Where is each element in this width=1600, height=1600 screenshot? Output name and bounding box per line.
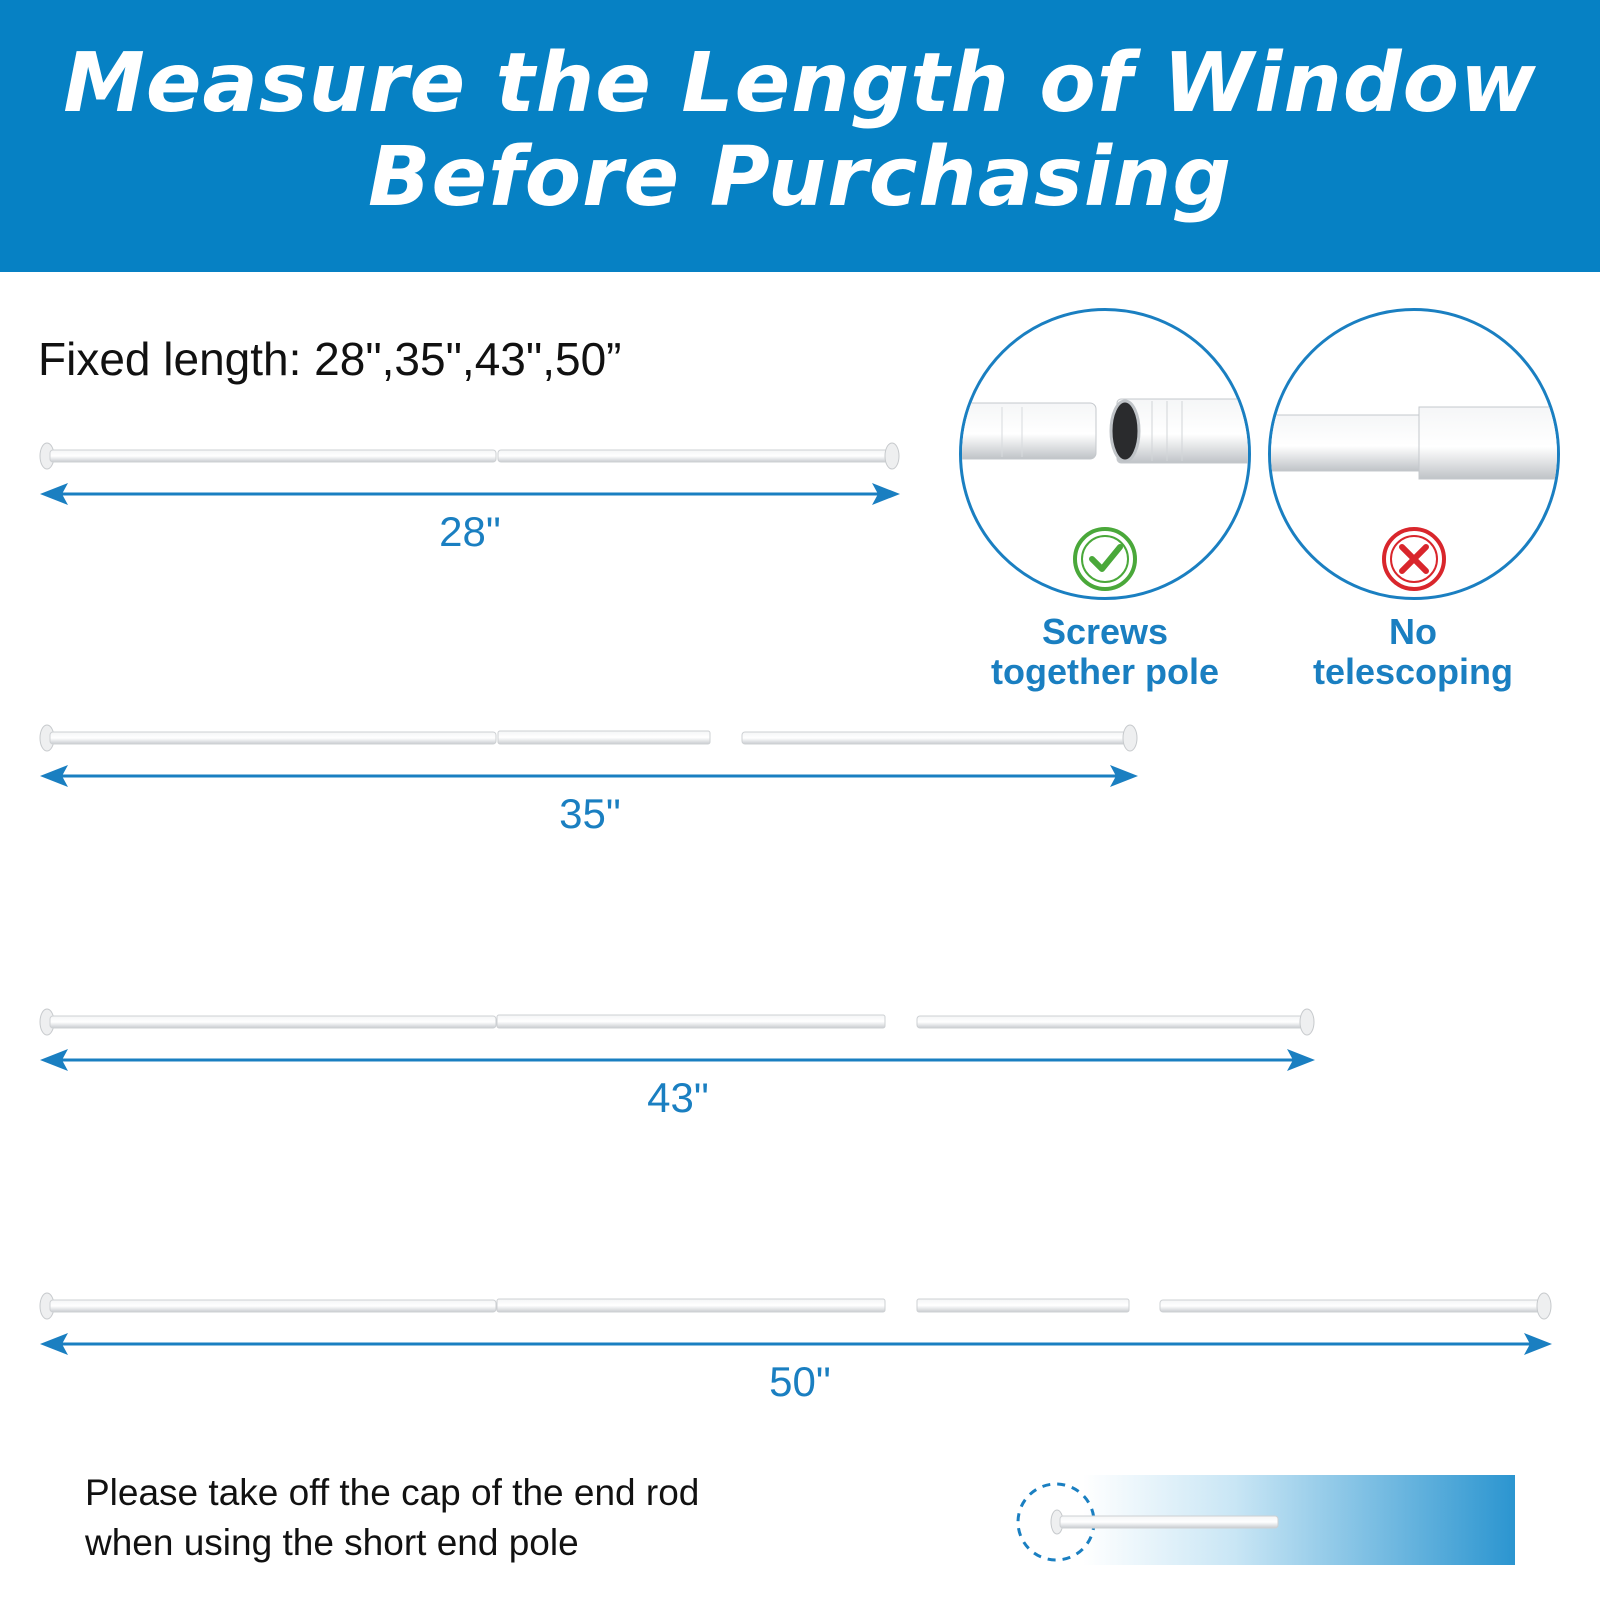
rod-43-label: 43" [647,1074,709,1121]
fixed-length-subtitle: Fixed length: 28",35",43",50” [38,333,622,385]
dimension-arrow [40,765,1138,787]
screw-joint-image [962,311,1248,597]
note-line-2: when using the short end pole [85,1522,579,1563]
note-line-1: Please take off the cap of the end rod [85,1472,700,1513]
rod-35-label: 35" [559,790,621,837]
no-telescoping-line-1: No [1389,611,1437,652]
rod-28-label: 28" [439,508,501,555]
no-telescoping-text [1268,612,1558,692]
rod-segments [40,1293,1551,1319]
screws-line-1: Screws [1041,611,1169,652]
header-banner [0,0,1600,272]
screws-line-2: together pole [990,651,1219,692]
rod-28-illustration [30,430,910,510]
no-telescoping-closeup [1268,308,1560,600]
rod-50-label: 50" [769,1358,831,1405]
dimension-arrow [40,1333,1552,1355]
rod-segments [40,1009,1314,1035]
rod-35-illustration [30,712,1150,792]
cap-removal-note [85,1468,699,1568]
title-line-1: Measure the Length of Window [63,36,1537,131]
rod-50-illustration [30,1280,1570,1360]
screws-together-text [960,612,1250,692]
dimension-arrow [40,1049,1315,1071]
check-circle-icon [1075,529,1135,589]
end-rod-illustration [1010,1478,1300,1568]
telescoping-pole-image [1271,311,1557,597]
screw-joint-closeup [959,308,1251,600]
rod-segments [40,725,1137,751]
rod-segments [40,443,899,469]
x-circle-icon [1384,529,1444,589]
no-telescoping-line-2: telescoping [1312,651,1514,692]
title-line-2: Before Purchasing [367,130,1233,225]
rod-43-illustration [30,996,1330,1076]
dimension-arrow [40,483,900,505]
short-end-rod [1060,1516,1278,1528]
